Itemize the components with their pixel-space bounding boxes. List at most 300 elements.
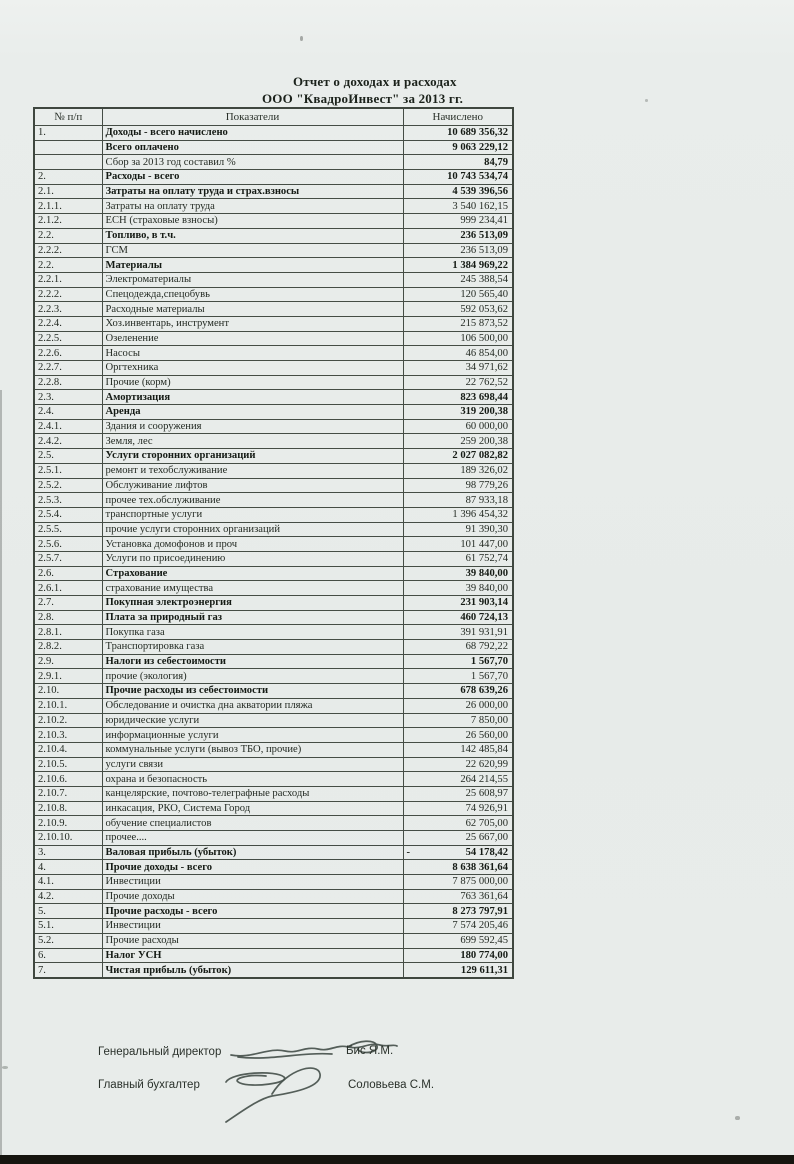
row-amount: 34 971,62 xyxy=(465,362,508,374)
row-number: 5.2. xyxy=(34,933,102,948)
row-indicator: Здания и сооружения xyxy=(102,419,403,434)
row-number: 2.8.2. xyxy=(34,640,102,655)
row-indicator: Материалы xyxy=(102,258,403,273)
row-value xyxy=(403,140,513,155)
table-row xyxy=(34,405,513,420)
row-amount: 106 500,00 xyxy=(460,332,508,344)
row-indicator: Сбор за 2013 год составил % xyxy=(102,155,403,170)
row-amount: 98 779,26 xyxy=(465,479,508,491)
row-indicator: Валовая прибыль (убыток) xyxy=(102,845,403,860)
row-indicator: Услуги сторонних организаций xyxy=(102,449,403,464)
table-row xyxy=(34,742,513,757)
row-amount: 763 361,64 xyxy=(460,891,508,903)
row-amount: 7 875 000,00 xyxy=(452,876,508,888)
row-amount: 54 178,42 xyxy=(465,847,508,859)
row-amount: 10 743 534,74 xyxy=(447,171,508,183)
row-amount: 4 539 396,56 xyxy=(452,186,508,198)
row-amount: 1 567,70 xyxy=(470,670,508,682)
table-row xyxy=(34,316,513,331)
row-amount: 61 752,74 xyxy=(465,553,508,565)
row-indicator: коммунальные услуги (вывоз ТБО, прочие) xyxy=(102,742,403,757)
scan-left-edge-shadow xyxy=(0,390,2,1155)
row-value xyxy=(403,786,513,801)
row-number: 2.6. xyxy=(34,566,102,581)
table-row xyxy=(34,331,513,346)
row-number: 1. xyxy=(34,126,102,141)
row-number: 6. xyxy=(34,948,102,963)
col-header-accrued: Начислено xyxy=(403,108,513,126)
row-amount: 236 513,09 xyxy=(460,244,508,256)
row-indicator: Налог УСН xyxy=(102,948,403,963)
table-row xyxy=(34,375,513,390)
row-indicator: Оргтехника xyxy=(102,361,403,376)
row-value xyxy=(403,596,513,611)
table-row xyxy=(34,860,513,875)
row-value xyxy=(403,831,513,846)
row-indicator: информационные услуги xyxy=(102,728,403,743)
row-value xyxy=(403,493,513,508)
row-number: 2.2.8. xyxy=(34,375,102,390)
row-indicator: Аренда xyxy=(102,405,403,420)
row-value xyxy=(403,875,513,890)
row-amount: 26 000,00 xyxy=(465,700,508,712)
row-number: 2. xyxy=(34,170,102,185)
signature-name-director: Бис Я.М. xyxy=(346,1045,394,1057)
row-indicator: охрана и безопасность xyxy=(102,772,403,787)
row-number: 2.2.1. xyxy=(34,272,102,287)
row-number: 2.1.1. xyxy=(34,199,102,214)
row-amount: 25 667,00 xyxy=(465,832,508,844)
row-indicator: Топливо, в т.ч. xyxy=(102,228,403,243)
scan-speck xyxy=(645,99,648,102)
table-row xyxy=(34,757,513,772)
row-number: 7. xyxy=(34,963,102,978)
row-amount: 699 592,45 xyxy=(460,935,508,947)
row-amount: 7 850,00 xyxy=(470,714,508,726)
row-indicator: Чистая прибыль (убыток) xyxy=(102,963,403,978)
row-number: 2.1. xyxy=(34,184,102,199)
table-row xyxy=(34,904,513,919)
row-value xyxy=(403,933,513,948)
row-amount: 1 384 969,22 xyxy=(452,259,508,271)
row-value xyxy=(403,860,513,875)
row-amount: 87 933,18 xyxy=(465,494,508,506)
table-row xyxy=(34,214,513,229)
table-row xyxy=(34,551,513,566)
row-indicator: Прочие (корм) xyxy=(102,375,403,390)
row-indicator: Амортизация xyxy=(102,390,403,405)
row-amount: 101 447,00 xyxy=(460,538,508,550)
row-value xyxy=(403,463,513,478)
row-number: 2.2.2. xyxy=(34,243,102,258)
row-indicator: Электроматериалы xyxy=(102,272,403,287)
report-title-line2: ООО "КвадроИнвест" за 2013 гг. xyxy=(262,91,464,106)
col-header-num: № п/п xyxy=(34,108,102,126)
row-value xyxy=(403,654,513,669)
row-amount: 129 611,31 xyxy=(460,964,508,976)
row-value xyxy=(403,155,513,170)
table-row xyxy=(34,625,513,640)
row-value xyxy=(403,669,513,684)
row-value xyxy=(403,361,513,376)
row-number: 2.8. xyxy=(34,610,102,625)
table-row xyxy=(34,140,513,155)
row-amount: 3 540 162,15 xyxy=(452,200,508,212)
row-value xyxy=(403,566,513,581)
row-indicator: Расходы - всего xyxy=(102,170,403,185)
row-number: 2.9. xyxy=(34,654,102,669)
row-value xyxy=(403,684,513,699)
row-amount: 46 854,00 xyxy=(465,347,508,359)
table-row xyxy=(34,258,513,273)
row-number: 2.2.4. xyxy=(34,316,102,331)
row-indicator: Установка домофонов и проч xyxy=(102,537,403,552)
row-amount: 68 792,22 xyxy=(465,641,508,653)
row-number: 2.6.1. xyxy=(34,581,102,596)
row-indicator: обучение специалистов xyxy=(102,816,403,831)
row-amount: 60 000,00 xyxy=(465,421,508,433)
row-indicator: Земля, лес xyxy=(102,434,403,449)
table-row xyxy=(34,772,513,787)
row-indicator: Всего оплачено xyxy=(102,140,403,155)
row-amount: 1 567,70 xyxy=(470,656,508,668)
row-value xyxy=(403,889,513,904)
row-amount: 8 273 797,91 xyxy=(452,905,508,917)
row-value xyxy=(403,507,513,522)
table-row xyxy=(34,170,513,185)
negative-sign: - xyxy=(406,846,411,858)
row-value xyxy=(403,963,513,978)
row-indicator: Хоз.инвентарь, инструмент xyxy=(102,316,403,331)
table-header-row xyxy=(34,108,513,126)
row-indicator: Налоги из себестоимости xyxy=(102,654,403,669)
row-number: 2.10.6. xyxy=(34,772,102,787)
row-amount: 142 485,84 xyxy=(460,744,508,756)
table-row xyxy=(34,243,513,258)
row-value xyxy=(403,316,513,331)
row-number: 2.3. xyxy=(34,390,102,405)
row-number: 2.2.6. xyxy=(34,346,102,361)
row-number: 2.4.2. xyxy=(34,434,102,449)
row-value xyxy=(403,728,513,743)
report-title-line1: Отчет о доходах и расходах xyxy=(293,74,457,89)
row-number xyxy=(34,155,102,170)
row-indicator: прочее тех.обслуживание xyxy=(102,493,403,508)
table-row xyxy=(34,287,513,302)
row-amount: 9 063 229,12 xyxy=(452,142,508,154)
row-number: 2.2.3. xyxy=(34,302,102,317)
row-number: 2.2.2. xyxy=(34,287,102,302)
row-value xyxy=(403,214,513,229)
table-row xyxy=(34,507,513,522)
row-value xyxy=(403,375,513,390)
row-number: 2.5.2. xyxy=(34,478,102,493)
row-amount: 2 027 082,82 xyxy=(452,450,508,462)
table-row xyxy=(34,493,513,508)
row-number: 4.2. xyxy=(34,889,102,904)
signature-role-accountant: Главный бухгалтер xyxy=(98,1079,200,1091)
table-row xyxy=(34,184,513,199)
row-number: 2.2. xyxy=(34,228,102,243)
row-amount: 74 926,91 xyxy=(465,802,508,814)
row-value xyxy=(403,390,513,405)
row-value xyxy=(403,845,513,860)
row-number: 2.10.5. xyxy=(34,757,102,772)
row-value xyxy=(403,478,513,493)
row-number: 2.2.7. xyxy=(34,361,102,376)
row-number: 2.10.4. xyxy=(34,742,102,757)
row-indicator: Инвестиции xyxy=(102,919,403,934)
row-indicator: Затраты на оплату труда и страх.взносы xyxy=(102,184,403,199)
row-value xyxy=(403,126,513,141)
row-indicator: прочие (экология) xyxy=(102,669,403,684)
row-value xyxy=(403,757,513,772)
table-row xyxy=(34,831,513,846)
row-indicator: Озеленение xyxy=(102,331,403,346)
row-number: 2.10.7. xyxy=(34,786,102,801)
table-row xyxy=(34,713,513,728)
row-number: 2.10.8. xyxy=(34,801,102,816)
row-indicator: Инвестиции xyxy=(102,875,403,890)
table-row xyxy=(34,610,513,625)
row-value xyxy=(403,287,513,302)
row-value xyxy=(403,331,513,346)
row-indicator: Прочие доходы xyxy=(102,889,403,904)
row-indicator: Покупка газа xyxy=(102,625,403,640)
row-number: 2.10.3. xyxy=(34,728,102,743)
row-value xyxy=(403,449,513,464)
row-indicator: Обслуживание лифтов xyxy=(102,478,403,493)
table-body xyxy=(34,126,513,978)
row-indicator: Страхование xyxy=(102,566,403,581)
row-value xyxy=(403,243,513,258)
row-value xyxy=(403,522,513,537)
row-number: 2.10.10. xyxy=(34,831,102,846)
row-amount: 245 388,54 xyxy=(460,274,508,286)
row-number: 2.5.5. xyxy=(34,522,102,537)
row-indicator: Покупная электроэнергия xyxy=(102,596,403,611)
row-value xyxy=(403,258,513,273)
row-number: 5.1. xyxy=(34,919,102,934)
row-amount: 26 560,00 xyxy=(465,729,508,741)
row-value xyxy=(403,199,513,214)
row-amount: 84,79 xyxy=(484,156,508,168)
row-amount: 39 840,00 xyxy=(465,567,508,579)
row-indicator: Прочие расходы xyxy=(102,933,403,948)
table-row xyxy=(34,654,513,669)
row-number: 2.5.3. xyxy=(34,493,102,508)
row-value xyxy=(403,170,513,185)
row-value xyxy=(403,948,513,963)
row-value xyxy=(403,581,513,596)
row-number: 2.10.1. xyxy=(34,698,102,713)
table-row xyxy=(34,698,513,713)
row-indicator: юридические услуги xyxy=(102,713,403,728)
table-row xyxy=(34,786,513,801)
table-row xyxy=(34,728,513,743)
scanner-edge-strip xyxy=(0,1155,794,1164)
row-number: 5. xyxy=(34,904,102,919)
row-number: 2.2. xyxy=(34,258,102,273)
row-indicator: транспортные услуги xyxy=(102,507,403,522)
table-row xyxy=(34,434,513,449)
row-amount: 25 608,97 xyxy=(465,788,508,800)
row-amount: 678 639,26 xyxy=(460,685,508,697)
row-number: 2.5.6. xyxy=(34,537,102,552)
row-value xyxy=(403,272,513,287)
signature-name-accountant: Соловьева С.М. xyxy=(348,1079,435,1091)
row-value xyxy=(403,184,513,199)
row-indicator: прочие услуги сторонних организаций xyxy=(102,522,403,537)
row-number: 2.10.2. xyxy=(34,713,102,728)
row-indicator: Обследование и очистка дна акватории пляжа xyxy=(102,698,403,713)
table-row xyxy=(34,669,513,684)
row-value xyxy=(403,302,513,317)
income-expense-table xyxy=(33,107,514,979)
row-value xyxy=(403,816,513,831)
table-row xyxy=(34,463,513,478)
table-row xyxy=(34,272,513,287)
row-value xyxy=(403,537,513,552)
row-number: 2.9.1. xyxy=(34,669,102,684)
table-row xyxy=(34,419,513,434)
row-value xyxy=(403,742,513,757)
row-indicator: Прочие расходы - всего xyxy=(102,904,403,919)
row-value xyxy=(403,434,513,449)
table-row xyxy=(34,302,513,317)
row-number: 2.4. xyxy=(34,405,102,420)
row-amount: 236 513,09 xyxy=(460,230,508,242)
row-number: 2.8.1. xyxy=(34,625,102,640)
table-row xyxy=(34,449,513,464)
table-row xyxy=(34,933,513,948)
table-row xyxy=(34,801,513,816)
table-row xyxy=(34,816,513,831)
table-row xyxy=(34,596,513,611)
table-row xyxy=(34,199,513,214)
row-amount: 999 234,41 xyxy=(460,215,508,227)
row-indicator: ЕСН (страховые взносы) xyxy=(102,214,403,229)
row-value xyxy=(403,419,513,434)
row-number: 3. xyxy=(34,845,102,860)
row-value xyxy=(403,772,513,787)
scan-speck xyxy=(2,1066,8,1069)
row-number: 4.1. xyxy=(34,875,102,890)
table-row xyxy=(34,126,513,141)
row-indicator: канцелярские, почтово-телеграфные расходы xyxy=(102,786,403,801)
row-value xyxy=(403,801,513,816)
row-indicator: Насосы xyxy=(102,346,403,361)
table-row xyxy=(34,228,513,243)
row-indicator: Затраты на оплату труда xyxy=(102,199,403,214)
row-amount: 7 574 205,46 xyxy=(452,920,508,932)
accountant-signature-icon xyxy=(216,1062,350,1124)
scan-speck xyxy=(735,1116,740,1120)
row-number: 2.5. xyxy=(34,449,102,464)
row-amount: 823 698,44 xyxy=(460,391,508,403)
row-indicator: страхование имущества xyxy=(102,581,403,596)
row-number: 2.5.4. xyxy=(34,507,102,522)
row-value xyxy=(403,551,513,566)
row-indicator: Услуги по присоединению xyxy=(102,551,403,566)
row-amount: 460 724,13 xyxy=(460,612,508,624)
row-number: 2.4.1. xyxy=(34,419,102,434)
row-number: 2.1.2. xyxy=(34,214,102,229)
table-row xyxy=(34,963,513,978)
row-indicator: Спецодежда,спецобувь xyxy=(102,287,403,302)
row-indicator: Доходы - всего начислено xyxy=(102,126,403,141)
row-number: 2.2.5. xyxy=(34,331,102,346)
row-indicator: Транспортировка газа xyxy=(102,640,403,655)
row-amount: 91 390,30 xyxy=(465,523,508,535)
row-indicator: Плата за природный газ xyxy=(102,610,403,625)
row-value xyxy=(403,405,513,420)
row-indicator: ГСМ xyxy=(102,243,403,258)
table-row xyxy=(34,889,513,904)
table-row xyxy=(34,948,513,963)
row-amount: 319 200,38 xyxy=(460,406,508,418)
row-amount: 592 053,62 xyxy=(460,303,508,315)
table-row xyxy=(34,155,513,170)
row-amount: 1 396 454,32 xyxy=(452,509,508,521)
row-amount: 120 565,40 xyxy=(460,288,508,300)
row-value xyxy=(403,919,513,934)
table-row xyxy=(34,478,513,493)
table-row xyxy=(34,581,513,596)
row-amount: 259 200,38 xyxy=(460,435,508,447)
row-amount: 39 840,00 xyxy=(465,582,508,594)
row-number: 2.7. xyxy=(34,596,102,611)
table-row xyxy=(34,845,513,860)
row-number: 2.10.9. xyxy=(34,816,102,831)
row-amount: 10 689 356,32 xyxy=(447,127,508,139)
scan-speck xyxy=(300,36,303,41)
row-number: 4. xyxy=(34,860,102,875)
row-amount: 62 705,00 xyxy=(465,817,508,829)
row-value xyxy=(403,713,513,728)
row-indicator: ремонт и техобслуживание xyxy=(102,463,403,478)
table-row xyxy=(34,346,513,361)
row-amount: 180 774,00 xyxy=(460,949,508,961)
row-value xyxy=(403,346,513,361)
table-row xyxy=(34,390,513,405)
row-amount: 215 873,52 xyxy=(460,318,508,330)
table-row xyxy=(34,640,513,655)
table-row xyxy=(34,875,513,890)
row-indicator: Прочие доходы - всего xyxy=(102,860,403,875)
col-header-indicator: Показатели xyxy=(102,108,403,126)
row-value xyxy=(403,610,513,625)
table-row xyxy=(34,361,513,376)
row-number: 2.5.7. xyxy=(34,551,102,566)
row-value xyxy=(403,625,513,640)
table-row xyxy=(34,919,513,934)
row-indicator: инкасация, РКО, Система Город xyxy=(102,801,403,816)
row-number xyxy=(34,140,102,155)
signature-role-director: Генеральный директор xyxy=(98,1046,222,1058)
row-indicator: услуги связи xyxy=(102,757,403,772)
row-amount: 8 638 361,64 xyxy=(452,861,508,873)
row-number: 2.5.1. xyxy=(34,463,102,478)
row-amount: 264 214,55 xyxy=(460,773,508,785)
row-indicator: Прочие расходы из себестоимости xyxy=(102,684,403,699)
row-number: 2.10. xyxy=(34,684,102,699)
row-value xyxy=(403,698,513,713)
table-row xyxy=(34,684,513,699)
row-amount: 22 762,52 xyxy=(465,377,508,389)
table-row xyxy=(34,522,513,537)
row-amount: 189 326,02 xyxy=(460,465,508,477)
